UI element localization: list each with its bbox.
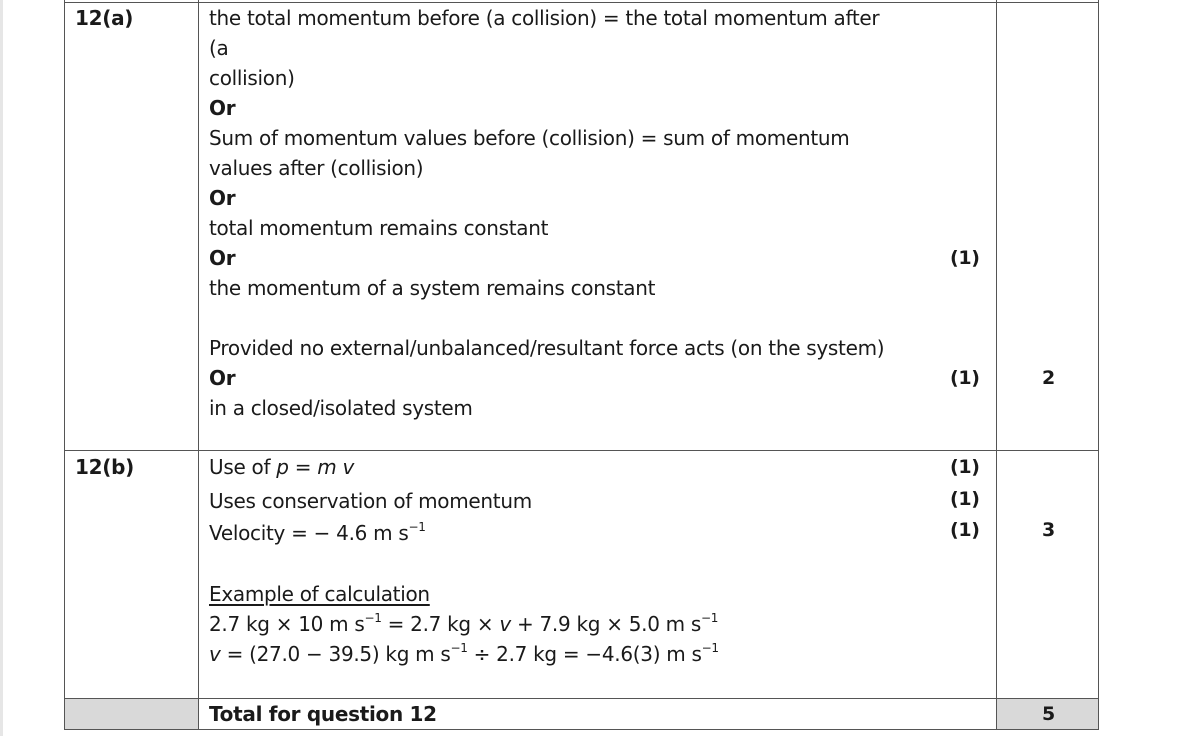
answer-line: Uses conservation of momentum	[209, 489, 532, 513]
total-label: Total for question 12	[209, 702, 437, 726]
mark-value: (1)	[950, 247, 980, 269]
answer-line: the momentum of a system remains constant	[209, 276, 656, 300]
mark-value: (1)	[950, 488, 980, 510]
grid-line	[1098, 0, 1099, 730]
mark-value: (1)	[950, 519, 980, 541]
calculation-line: 2.7 kg × 10 m $s^{-1} = 2.7$ kg × v + 7.9 kg × 5.0 m $s^{-1}$	[209, 611, 719, 636]
mark-value: (1)	[950, 456, 980, 478]
answer-line: Velocity = − 4.6 m $s^{-1}$	[209, 520, 426, 545]
grid-line	[198, 0, 199, 730]
answer-line: total momentum remains constant	[209, 216, 549, 240]
or-separator: Or	[209, 366, 236, 390]
answer-line: collision)	[209, 66, 295, 90]
row-total: 3	[1042, 519, 1055, 541]
or-separator: Or	[209, 96, 236, 120]
grid-line	[996, 0, 997, 730]
grid-line	[64, 0, 65, 730]
example-heading: Example of calculation	[209, 582, 430, 606]
answer-line: (a	[209, 36, 229, 60]
formula: p = m v	[276, 455, 355, 479]
mark-value: (1)	[950, 367, 980, 389]
grid-line	[64, 450, 1099, 451]
grid-line	[64, 729, 1099, 730]
answer-line: Use of p = m v	[209, 455, 355, 479]
answer-line: in a closed/isolated system	[209, 396, 473, 420]
question-id: 12(a)	[75, 6, 134, 30]
answer-line: Sum of momentum values before (collision) = sum of momentum	[209, 126, 850, 150]
grand-total: 5	[1042, 703, 1055, 725]
answer-line: Provided no external/unbalanced/resultant force acts (on the system)	[209, 336, 885, 360]
answer-line: values after (collision)	[209, 156, 424, 180]
page-edge	[0, 0, 3, 736]
question-id: 12(b)	[75, 455, 134, 479]
answer-line: the total momentum before (a collision) = the total momentum after	[209, 6, 880, 30]
calculation-line: v = (27.0 − 39.5) kg m $s^{-1} \div 2.7$ kg = −4.6(3) m $s^{-1}$	[209, 641, 719, 666]
row-total: 2	[1042, 367, 1055, 389]
or-separator: Or	[209, 246, 236, 270]
or-separator: Or	[209, 186, 236, 210]
